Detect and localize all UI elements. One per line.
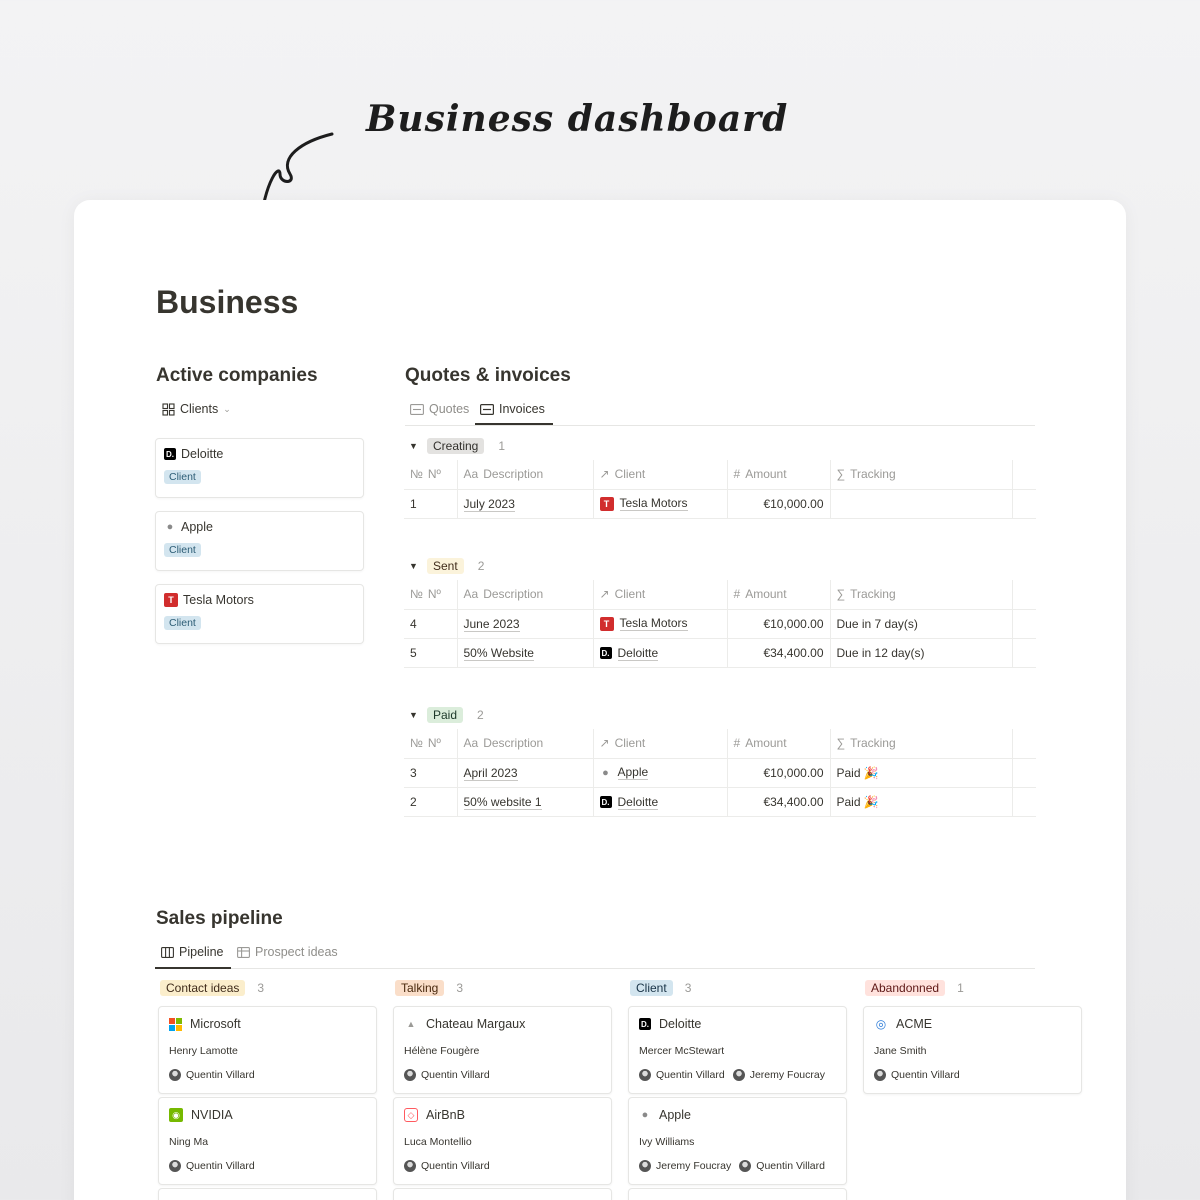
col-extra bbox=[1012, 460, 1036, 489]
col-tracking[interactable] bbox=[830, 460, 1012, 489]
status-badge: Paid bbox=[427, 707, 463, 723]
owner-name: Quentin Villard bbox=[756, 1160, 825, 1172]
status-group-header[interactable] bbox=[409, 707, 484, 723]
company-name: Deloitte bbox=[659, 1017, 702, 1031]
ticket-icon bbox=[410, 404, 424, 415]
invoice-client[interactable] bbox=[593, 609, 727, 638]
acme-logo-icon: ◎ bbox=[875, 1017, 887, 1031]
column-count: 1 bbox=[957, 981, 964, 995]
active-tab-underline bbox=[475, 423, 553, 425]
group-count: 2 bbox=[477, 559, 485, 573]
client-tag: Client bbox=[164, 543, 201, 557]
owner bbox=[404, 1069, 490, 1081]
col-label: Client bbox=[614, 467, 646, 482]
company-name: AirBnB bbox=[426, 1108, 465, 1122]
owner-name: Quentin Villard bbox=[891, 1069, 960, 1081]
col-number[interactable] bbox=[404, 580, 457, 609]
col-label: Amount bbox=[745, 467, 787, 482]
pipeline-card[interactable] bbox=[628, 1188, 847, 1200]
owner bbox=[874, 1069, 960, 1081]
owners bbox=[639, 1069, 836, 1081]
col-label: Client bbox=[614, 736, 646, 751]
col-label: Amount bbox=[745, 736, 787, 751]
col-client[interactable] bbox=[593, 729, 727, 758]
invoice-amount: €34,400.00 bbox=[727, 638, 830, 667]
company-name: ACME bbox=[896, 1017, 933, 1031]
col-tracking[interactable] bbox=[830, 580, 1012, 609]
company-card-apple[interactable] bbox=[155, 511, 364, 571]
owner bbox=[169, 1160, 255, 1172]
relation-icon: ↗ bbox=[599, 736, 610, 751]
avatar bbox=[404, 1069, 416, 1081]
invoice-tracking: Due in 12 day(s) bbox=[830, 638, 1012, 667]
col-label: Tracking bbox=[850, 736, 896, 751]
col-description[interactable] bbox=[457, 580, 593, 609]
company-name: Microsoft bbox=[190, 1017, 241, 1031]
number-hash-icon: # bbox=[733, 736, 741, 751]
invoice-client[interactable] bbox=[593, 489, 727, 518]
quotes-tabs bbox=[405, 398, 1035, 426]
owners bbox=[404, 1160, 601, 1172]
chevron-down-icon: ⌄ bbox=[223, 403, 231, 414]
number-hash-icon: # bbox=[733, 587, 741, 602]
owners bbox=[169, 1069, 366, 1081]
contact-name: Ivy Williams bbox=[639, 1136, 695, 1148]
tab-pipeline[interactable] bbox=[161, 945, 223, 959]
owner bbox=[404, 1160, 490, 1172]
owner bbox=[169, 1069, 255, 1081]
owner bbox=[639, 1069, 725, 1081]
invoice-client[interactable] bbox=[593, 638, 727, 667]
col-client[interactable] bbox=[593, 580, 727, 609]
col-label: Tracking bbox=[850, 587, 896, 602]
toggle-triangle-icon[interactable]: ▼ bbox=[409, 710, 418, 720]
status-group-header[interactable] bbox=[409, 438, 505, 454]
table-row[interactable] bbox=[404, 787, 1036, 816]
client-name: Deloitte bbox=[617, 794, 659, 809]
col-label: Nº bbox=[427, 736, 441, 751]
pipeline-column-header[interactable] bbox=[160, 980, 264, 996]
clients-view-label: Clients bbox=[180, 402, 219, 416]
status-badge: Client bbox=[630, 980, 673, 996]
formula-icon: ∑ bbox=[836, 736, 846, 751]
invoice-amount: €10,000.00 bbox=[727, 609, 830, 638]
invoice-number: 2 bbox=[404, 787, 457, 816]
col-tracking[interactable] bbox=[830, 729, 1012, 758]
company-name: Apple bbox=[181, 520, 213, 534]
description-text: July 2023 bbox=[463, 496, 515, 511]
invoice-description[interactable] bbox=[457, 609, 593, 638]
status-badge: Creating bbox=[427, 438, 484, 454]
owners bbox=[874, 1069, 1071, 1081]
notion-page-card bbox=[74, 200, 1126, 1200]
col-label: Nº bbox=[427, 467, 441, 482]
company-name: Tesla Motors bbox=[183, 593, 254, 607]
text-icon: Aa bbox=[463, 736, 479, 751]
avatar bbox=[639, 1069, 651, 1081]
text-icon: Aa bbox=[463, 467, 479, 482]
col-label: Description bbox=[483, 587, 544, 602]
owner-name: Quentin Villard bbox=[421, 1160, 490, 1172]
owner bbox=[639, 1160, 731, 1172]
pipeline-card[interactable] bbox=[393, 1188, 612, 1200]
tab-invoices[interactable] bbox=[480, 402, 545, 416]
client-name: Tesla Motors bbox=[619, 496, 688, 511]
gallery-icon bbox=[162, 403, 175, 416]
column-count: 3 bbox=[684, 981, 692, 995]
table-row[interactable] bbox=[404, 489, 1036, 518]
deloitte-logo-icon: D. bbox=[601, 797, 610, 807]
col-client[interactable] bbox=[593, 460, 727, 489]
owner bbox=[739, 1160, 825, 1172]
active-tab-underline bbox=[155, 967, 231, 969]
contact-name: Ning Ma bbox=[169, 1136, 209, 1148]
col-label: Description bbox=[483, 736, 544, 751]
pipeline-column-header[interactable] bbox=[630, 980, 691, 996]
pipeline-card[interactable] bbox=[393, 1006, 612, 1094]
description-text: 50% website 1 bbox=[463, 794, 542, 809]
tesla-logo-icon: T bbox=[600, 617, 614, 631]
invoice-amount: €10,000.00 bbox=[727, 489, 830, 518]
apple-logo-icon: ● bbox=[166, 521, 174, 533]
toggle-triangle-icon[interactable]: ▼ bbox=[409, 561, 418, 571]
relation-icon: ↗ bbox=[599, 587, 610, 602]
contact-name: Jane Smith bbox=[874, 1045, 927, 1057]
tab-quotes[interactable] bbox=[410, 402, 469, 416]
col-extra bbox=[1012, 580, 1036, 609]
apple-logo-icon: ● bbox=[641, 1109, 649, 1121]
col-label: Client bbox=[614, 587, 646, 602]
pipeline-card[interactable] bbox=[158, 1188, 377, 1200]
col-label: Amount bbox=[745, 587, 787, 602]
client-name: Apple bbox=[617, 765, 649, 780]
group-count: 2 bbox=[477, 708, 484, 722]
contact-name: Hélène Fougère bbox=[404, 1045, 480, 1057]
extra-cell bbox=[1012, 787, 1036, 816]
formula-icon: ∑ bbox=[836, 587, 846, 602]
pipeline-card[interactable] bbox=[628, 1006, 847, 1094]
description-text: April 2023 bbox=[463, 765, 518, 780]
avatar bbox=[169, 1160, 181, 1172]
table-row[interactable] bbox=[404, 758, 1036, 787]
invoice-description[interactable] bbox=[457, 758, 593, 787]
pipeline-card[interactable] bbox=[158, 1006, 377, 1094]
col-label: Nº bbox=[427, 587, 441, 602]
avatar bbox=[739, 1160, 751, 1172]
invoice-description[interactable] bbox=[457, 638, 593, 667]
tesla-logo-icon: T bbox=[600, 497, 614, 511]
owners bbox=[404, 1069, 601, 1081]
company-name: NVIDIA bbox=[191, 1108, 233, 1122]
table-header-row bbox=[404, 729, 1036, 758]
tab-prospect-ideas[interactable] bbox=[237, 945, 338, 959]
description-text: 50% Website bbox=[463, 645, 534, 660]
ticket-icon bbox=[480, 404, 494, 415]
active-companies-heading: Active companies bbox=[156, 365, 318, 386]
table-icon bbox=[237, 947, 250, 958]
col-amount[interactable] bbox=[727, 729, 830, 758]
extra-cell bbox=[1012, 489, 1036, 518]
contact-name: Henry Lamotte bbox=[169, 1045, 238, 1057]
invoice-number: 1 bbox=[404, 489, 457, 518]
tesla-logo-icon: T bbox=[164, 593, 178, 607]
col-amount[interactable] bbox=[727, 460, 830, 489]
company-card-deloitte[interactable] bbox=[155, 438, 364, 498]
status-badge: Talking bbox=[395, 980, 444, 996]
group-count: 1 bbox=[498, 439, 506, 453]
invoice-tracking: Paid 🎉 bbox=[830, 758, 1012, 787]
invoice-number: 5 bbox=[404, 638, 457, 667]
number-icon: № bbox=[410, 467, 423, 482]
invoice-description[interactable] bbox=[457, 489, 593, 518]
annotation-business-dashboard: Business dashboard bbox=[366, 98, 789, 140]
chateau-margaux-logo-icon: ▲ bbox=[406, 1019, 416, 1029]
company-name: Chateau Margaux bbox=[426, 1017, 526, 1031]
client-tag: Client bbox=[164, 470, 201, 484]
owners bbox=[639, 1160, 836, 1172]
table-row[interactable] bbox=[404, 638, 1036, 667]
airbnb-logo-icon: ◇ bbox=[404, 1108, 418, 1122]
owner-name: Jeremy Foucray bbox=[656, 1160, 732, 1172]
owners bbox=[169, 1160, 366, 1172]
deloitte-logo-icon: D. bbox=[166, 449, 174, 459]
number-icon: № bbox=[410, 587, 423, 602]
column-count: 3 bbox=[456, 981, 464, 995]
company-card-tesla[interactable] bbox=[155, 584, 364, 644]
table-header-row bbox=[404, 460, 1036, 489]
status-group-header[interactable] bbox=[409, 558, 484, 574]
deloitte-logo-icon: D. bbox=[601, 648, 610, 658]
pipeline-card[interactable] bbox=[393, 1097, 612, 1185]
client-tag: Client bbox=[164, 616, 201, 630]
avatar bbox=[733, 1069, 745, 1081]
avatar bbox=[639, 1160, 651, 1172]
clients-view-tab[interactable] bbox=[162, 402, 231, 416]
invoice-amount: €10,000.00 bbox=[727, 758, 830, 787]
owner-name: Quentin Villard bbox=[186, 1160, 255, 1172]
quotes-invoices-heading: Quotes & invoices bbox=[405, 365, 571, 386]
invoice-description[interactable] bbox=[457, 787, 593, 816]
col-label: Description bbox=[483, 467, 544, 482]
avatar bbox=[169, 1069, 181, 1081]
invoice-tracking: Paid 🎉 bbox=[830, 787, 1012, 816]
extra-cell bbox=[1012, 758, 1036, 787]
tab-label: Prospect ideas bbox=[255, 945, 338, 959]
tab-label: Quotes bbox=[429, 402, 470, 416]
owner-name: Quentin Villard bbox=[421, 1069, 490, 1081]
board-icon bbox=[161, 947, 174, 958]
apple-logo-icon: ● bbox=[602, 766, 609, 779]
invoice-client[interactable] bbox=[593, 787, 727, 816]
table-header-row bbox=[404, 580, 1036, 609]
tab-label: Pipeline bbox=[179, 945, 224, 959]
owner-name: Quentin Villard bbox=[186, 1069, 255, 1081]
sales-pipeline-heading: Sales pipeline bbox=[156, 908, 283, 929]
formula-icon: ∑ bbox=[836, 467, 846, 482]
avatar bbox=[874, 1069, 886, 1081]
tab-label: Invoices bbox=[499, 402, 545, 416]
contact-name: Mercer McStewart bbox=[639, 1045, 725, 1057]
invoice-table bbox=[404, 460, 1036, 519]
number-hash-icon: # bbox=[733, 467, 741, 482]
toggle-triangle-icon[interactable]: ▼ bbox=[409, 441, 418, 451]
pipeline-column-header[interactable] bbox=[865, 980, 964, 996]
owner bbox=[733, 1069, 825, 1081]
col-extra bbox=[1012, 729, 1036, 758]
owner-name: Quentin Villard bbox=[656, 1069, 725, 1081]
pipeline-tabs bbox=[155, 942, 1035, 969]
invoice-client[interactable] bbox=[593, 758, 727, 787]
client-name: Tesla Motors bbox=[619, 616, 688, 631]
col-label: Tracking bbox=[850, 467, 896, 482]
column-count: 3 bbox=[257, 981, 265, 995]
col-amount[interactable] bbox=[727, 580, 830, 609]
pipeline-card[interactable] bbox=[628, 1097, 847, 1185]
microsoft-logo-icon bbox=[169, 1018, 182, 1031]
col-number[interactable] bbox=[404, 729, 457, 758]
company-name: Apple bbox=[659, 1108, 691, 1122]
nvidia-logo-icon: ◉ bbox=[169, 1108, 183, 1122]
text-icon: Aa bbox=[463, 587, 479, 602]
invoice-table bbox=[404, 729, 1036, 817]
status-badge: Abandonned bbox=[865, 980, 945, 996]
deloitte-logo-icon: D. bbox=[641, 1019, 649, 1029]
extra-cell bbox=[1012, 638, 1036, 667]
pipeline-card[interactable] bbox=[863, 1006, 1082, 1094]
description-text: June 2023 bbox=[463, 616, 520, 631]
number-icon: № bbox=[410, 736, 423, 751]
invoice-tracking: Due in 7 day(s) bbox=[830, 609, 1012, 638]
invoice-number: 4 bbox=[404, 609, 457, 638]
invoice-amount: €34,400.00 bbox=[727, 787, 830, 816]
client-name: Deloitte bbox=[617, 645, 659, 660]
col-description[interactable] bbox=[457, 729, 593, 758]
avatar bbox=[404, 1160, 416, 1172]
pipeline-card[interactable] bbox=[158, 1097, 377, 1185]
invoice-number: 3 bbox=[404, 758, 457, 787]
invoice-table bbox=[404, 580, 1036, 668]
pipeline-column-header[interactable] bbox=[395, 980, 463, 996]
relation-icon: ↗ bbox=[599, 467, 610, 482]
status-badge: Sent bbox=[427, 558, 464, 574]
extra-cell bbox=[1012, 609, 1036, 638]
col-description[interactable] bbox=[457, 460, 593, 489]
page-title: Business bbox=[156, 284, 299, 320]
invoice-tracking bbox=[830, 489, 1012, 518]
col-number[interactable] bbox=[404, 460, 457, 489]
contact-name: Luca Montellio bbox=[404, 1136, 472, 1148]
owner-name: Jeremy Foucray bbox=[749, 1069, 825, 1081]
company-name: Deloitte bbox=[181, 447, 224, 461]
status-badge: Contact ideas bbox=[160, 980, 245, 996]
table-row[interactable] bbox=[404, 609, 1036, 638]
